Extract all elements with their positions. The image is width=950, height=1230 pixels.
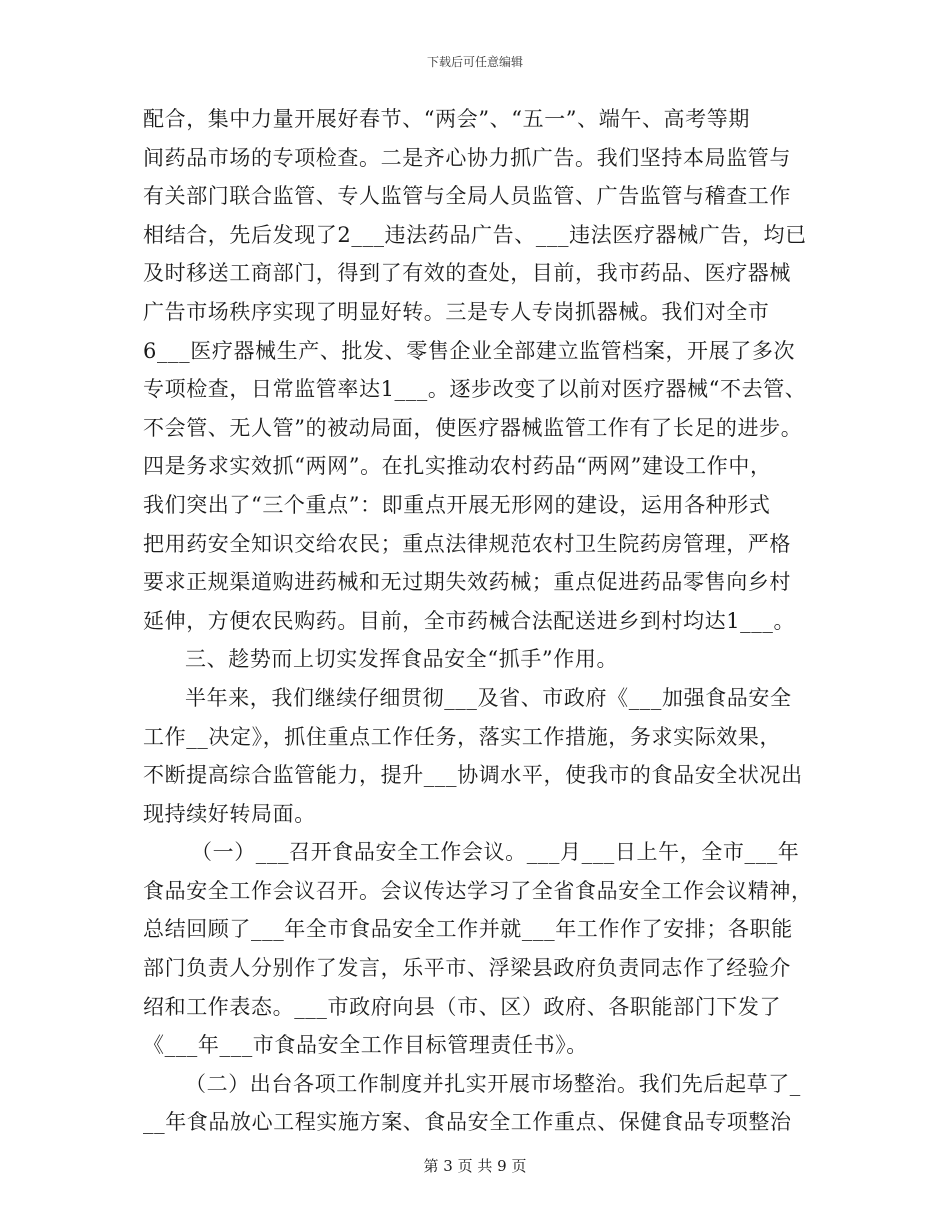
body-line: 现持续好转局面。 — [143, 801, 316, 826]
body-line: 把用药安全知识交给农民；重点法律规范农村卫生院药房管理，严格 — [143, 531, 791, 556]
body-line: 广告市场秩序实现了明显好转。三是专人专岗抓器械。我们对全市 — [143, 299, 770, 324]
body-line: 不断提高综合监管能力，提升___协调水平，使我市的食品安全状况出 — [143, 763, 803, 788]
document-body — [143, 100, 813, 1142]
body-line: 绍和工作表态。___市政府向县（市、区）政府、各职能部门下发了 — [143, 994, 782, 1019]
body-line: 工作__决定》，抓住重点工作任务，落实工作措施，务求实际效果， — [143, 724, 782, 749]
page-number: 第 3 页 共 9 页 — [423, 1157, 527, 1175]
body-line: 半年来，我们继续仔细贯彻___及省、市政府《___加强食品安全 — [185, 685, 792, 710]
subsection-heading: （一）___召开食品安全工作会议。___月___日上午，全市___年 — [191, 840, 800, 865]
body-line: 四是务求实效抓“两网”。在扎实推动农村药品“两网”建设工作中， — [143, 454, 772, 479]
body-line: 有关部门联合监管、专人监管与全局人员监管、广告监管与稽查工作 — [143, 184, 791, 209]
body-line: 延伸，方便农民购药。目前，全市药械合法配送进乡到村均达1___。 — [143, 608, 796, 633]
body-line: 食品安全工作会议召开。会议传达学习了全省食品安全工作会议精神， — [143, 878, 813, 903]
body-line: 不会管、无人管”的被动局面，使医疗器械监管工作有了长足的进步。 — [143, 415, 803, 440]
body-line: 相结合，先后发现了2___违法药品广告、___违法医疗器械广告，均已 — [143, 222, 807, 247]
body-line: 要求正规渠道购进药械和无过期失效药械；重点促进药品零售向乡村 — [143, 570, 791, 595]
body-line: 总结回顾了___年全市食品安全工作并就___年工作作了安排；各职能 — [143, 917, 793, 942]
body-line: 6___医疗器械生产、批发、零售企业全部建立监管档案，开展了多次 — [143, 338, 796, 363]
body-line: 间药品市场的专项检查。二是齐心协力抓广告。我们坚持本局监管与 — [143, 145, 791, 170]
section-heading: 三、趁势而上切实发挥食品安全“抓手”作用。 — [185, 647, 619, 672]
body-line: __年食品放心工程实施方案、食品安全工作重点、保健食品专项整治 — [143, 1110, 792, 1135]
body-line: 专项检查，日常监管率达1___。逐步改变了以前对医疗器械“不去管、 — [143, 377, 807, 402]
page-header-note: 下载后可任意编辑 — [426, 55, 523, 69]
body-line: 我们突出了“三个重点”：即重点开展无形网的建设，运用各种形式 — [143, 492, 771, 517]
body-line: 配合，集中力量开展好春节、“两会”、“五一”、端午、高考等期 — [143, 107, 750, 131]
body-line: 及时移送工商部门，得到了有效的查处，目前，我市药品、医疗器械 — [143, 261, 791, 286]
body-line: 《___年___市食品安全工作目标管理责任书》。 — [143, 1033, 588, 1058]
subsection-heading: （二）出台各项工作制度并扎实开展市场整治。我们先后起草了_ — [185, 1071, 801, 1096]
body-line: 部门负责人分别作了发言，乐平市、浮梁县政府负责同志作了经验介 — [143, 956, 791, 981]
